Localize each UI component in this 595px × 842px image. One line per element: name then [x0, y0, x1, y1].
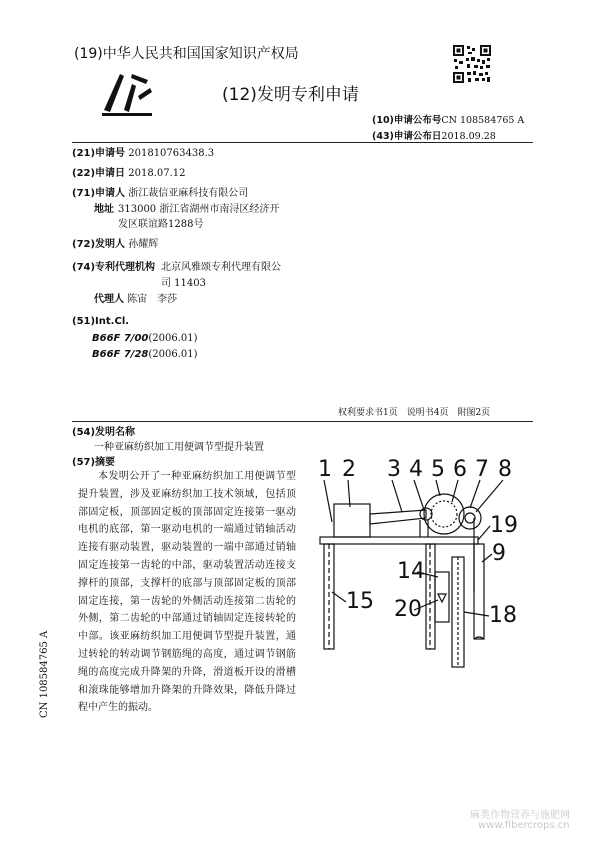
side-publication-number: CN 108584765 A — [39, 630, 50, 718]
applicant — [72, 187, 248, 201]
page-count: 权利要求书1页 说明书4页 附图2页 — [338, 408, 491, 418]
agency-line-1: 北京风雅颂专利代理有限公 — [161, 262, 281, 273]
figure-label: 19 — [490, 513, 518, 538]
applicant-label: (71)申请人 — [72, 188, 126, 199]
title-label-text: (54)发明名称 — [72, 427, 136, 438]
qr-code-icon — [452, 44, 492, 84]
address-line-1: 313000 浙江省湖州市南浔区经济开 — [118, 204, 280, 215]
cnipa-emblem-icon — [98, 66, 156, 120]
figure-label: 7 — [475, 457, 489, 482]
ipc-version: (2006.01) — [148, 333, 198, 344]
intcl-label — [72, 315, 129, 329]
application-date — [72, 167, 186, 181]
right-column — [474, 544, 484, 639]
agency-label — [72, 261, 155, 275]
agent-value: 陈宙 李莎 — [127, 294, 178, 305]
figure-label: 5 — [431, 457, 445, 482]
slide-plate — [435, 572, 449, 622]
watermark-url: www.fibercrops.cn — [478, 820, 570, 831]
application-date-label: (22)申请日 — [72, 168, 126, 179]
publication-date — [372, 128, 496, 142]
abstract-label-text: (57)摘要 — [72, 457, 116, 468]
invention-title: 一种亚麻纺织加工用便调节型提升装置 — [94, 442, 264, 453]
header-divider — [72, 142, 533, 143]
ipc-version: (2006.01) — [148, 349, 198, 360]
ipc-class-2 — [92, 348, 198, 362]
intcl-label-text: (51)Int.Cl. — [72, 316, 130, 327]
address-label — [94, 203, 114, 217]
inventor — [72, 238, 158, 252]
application-number-label: (21)申请号 — [72, 148, 126, 159]
agent — [94, 293, 177, 307]
agency-label-text: (74)专利代理机构 — [72, 262, 156, 273]
application-number-value: 201810763438.3 — [128, 148, 215, 159]
figure-label: 9 — [492, 541, 506, 566]
figure-label: 14 — [397, 559, 425, 584]
figure-label: 3 — [387, 457, 401, 482]
application-date-value: 2018.07.12 — [128, 168, 186, 179]
publication-number-label: (10)申请公布号 — [372, 115, 442, 126]
application-number — [72, 147, 214, 161]
document-type: (12)发明专利申请 — [222, 85, 359, 105]
first-gear — [424, 494, 464, 534]
watermark-site-name: 麻类作物营养与施肥网 — [470, 810, 570, 821]
ipc-code: B66F 7/00 — [92, 333, 149, 344]
agency-line-2: 司 11403 — [161, 278, 206, 289]
abstract-text: 本发明公开了一种亚麻纺织加工用便调节型提升装置，涉及亚麻纺织加工技术领域，包括顶部固定板，顶部固定板的顶部固定连接第一驱动电机的底部，第一驱动电机的一端通过销轴活动连接有驱动装置，驱动装置的一端中部通过销轴固定连接第一齿轮的中部，驱动装置活动连接支撑杆的顶部，支撑杆的底部与顶部固定板的顶部固定连接，第一齿轮的外侧活动连接第二齿轮的外侧，第二齿轮的中部通过销轴固定连接转轮的中部。该亚麻纺织加工用便调节型提升装置，通过转轮的转动调节钢筋绳的高度，通过调节钢筋绳的高度完成升降架的升降，滑道板开设的滑槽和滚珠能够增加升降架的升降效果，降低升降过程中产生的振动。 — [78, 471, 296, 714]
figure-label: 8 — [498, 457, 512, 482]
publication-date-label: (43)申请公布日 — [372, 131, 442, 142]
inventor-value: 孙耀辉 — [128, 239, 159, 250]
motor — [334, 504, 370, 537]
agent-label: 代理人 — [94, 294, 124, 305]
figure-label: 6 — [453, 457, 467, 482]
office-name: (19)中华人民共和国国家知识产权局 — [74, 46, 299, 62]
publication-number-value: CN 108584765 A — [441, 115, 525, 126]
ipc-code: B66F 7/28 — [92, 349, 149, 360]
address-label-text: 地址 — [94, 204, 114, 215]
applicant-value: 浙江裁信亚麻科技有限公司 — [128, 188, 249, 199]
publication-date-value: 2018.09.28 — [441, 131, 496, 142]
figure-label: 18 — [489, 603, 517, 628]
inventor-label: (72)发明人 — [72, 239, 126, 250]
figure-label: 1 — [318, 457, 332, 482]
ipc-class-1 — [92, 332, 198, 346]
figure-label: 4 — [409, 457, 423, 482]
figure-label: 2 — [342, 457, 356, 482]
publication-number — [372, 112, 524, 126]
figure-label: 20 — [394, 597, 422, 622]
title-label — [72, 426, 135, 440]
top-plate — [320, 537, 478, 544]
section-divider — [72, 421, 533, 422]
patent-drawing — [302, 452, 532, 677]
address-line-2: 发区联谊路1288号 — [118, 219, 204, 230]
figure-label: 15 — [346, 589, 374, 614]
